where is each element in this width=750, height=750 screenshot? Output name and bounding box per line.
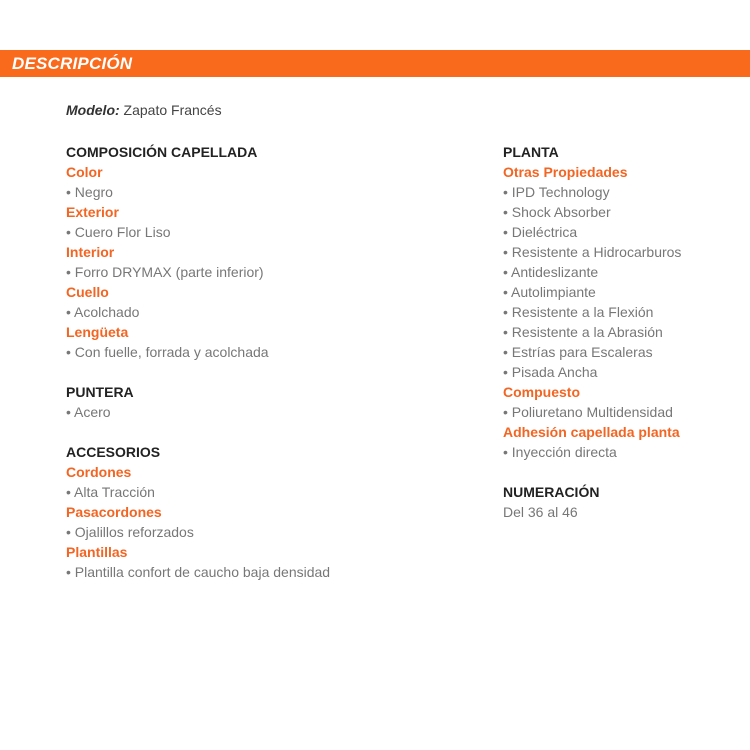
list-item: • Pisada Ancha <box>503 364 598 380</box>
adhesion-label: Adhesión capellada planta <box>503 424 680 440</box>
list-item: • Dieléctrica <box>503 224 578 240</box>
pasacordones-value: • Ojalillos reforzados <box>66 524 194 540</box>
pasacordones-label: Pasacordones <box>66 504 162 520</box>
puntera-heading: PUNTERA <box>66 384 134 400</box>
list-item: • Autolimpiante <box>503 284 596 300</box>
cordones-label: Cordones <box>66 464 132 480</box>
cuello-label: Cuello <box>66 284 109 300</box>
accesorios-heading: ACCESORIOS <box>66 444 161 460</box>
exterior-label: Exterior <box>66 204 119 220</box>
list-item: • Resistente a la Flexión <box>503 304 654 320</box>
left-column <box>66 142 466 582</box>
list-item: • Antideslizante <box>503 264 599 280</box>
composicion-heading: COMPOSICIÓN CAPELLADA <box>66 144 258 160</box>
color-value: • Negro <box>66 184 113 200</box>
list-item: • Resistente a la Abrasión <box>503 324 663 340</box>
lengueta-value: • Con fuelle, forrada y acolchada <box>66 344 269 360</box>
list-item: • Estrías para Escaleras <box>503 344 653 360</box>
model-value: Zapato Francés <box>123 102 222 118</box>
adhesion-value: • Inyección directa <box>503 444 617 460</box>
compuesto-label: Compuesto <box>503 384 580 400</box>
lengueta-label: Lengüeta <box>66 324 129 340</box>
planta-heading: PLANTA <box>503 144 559 160</box>
interior-label: Interior <box>66 244 115 260</box>
exterior-value: • Cuero Flor Liso <box>66 224 171 240</box>
list-item: • Shock Absorber <box>503 204 611 220</box>
model-line <box>66 102 222 118</box>
list-item: • Resistente a Hidrocarburos <box>503 244 682 260</box>
compuesto-value: • Poliuretano Multidensidad <box>503 404 673 420</box>
numeracion-value: Del 36 al 46 <box>503 504 578 520</box>
right-column <box>503 142 743 522</box>
list-item: • IPD Technology <box>503 184 610 200</box>
cuello-value: • Acolchado <box>66 304 140 320</box>
banner-title: DESCRIPCIÓN <box>12 54 133 73</box>
color-label: Color <box>66 164 103 180</box>
otras-propiedades-label: Otras Propiedades <box>503 164 628 180</box>
cordones-value: • Alta Tracción <box>66 484 155 500</box>
plantillas-label: Plantillas <box>66 544 128 560</box>
description-banner <box>0 50 750 77</box>
model-label: Modelo: <box>66 102 120 118</box>
interior-value: • Forro DRYMAX (parte inferior) <box>66 264 264 280</box>
plantillas-value: • Plantilla confort de caucho baja densidad <box>66 564 331 580</box>
puntera-value: • Acero <box>66 404 111 420</box>
numeracion-heading: NUMERACIÓN <box>503 484 600 500</box>
